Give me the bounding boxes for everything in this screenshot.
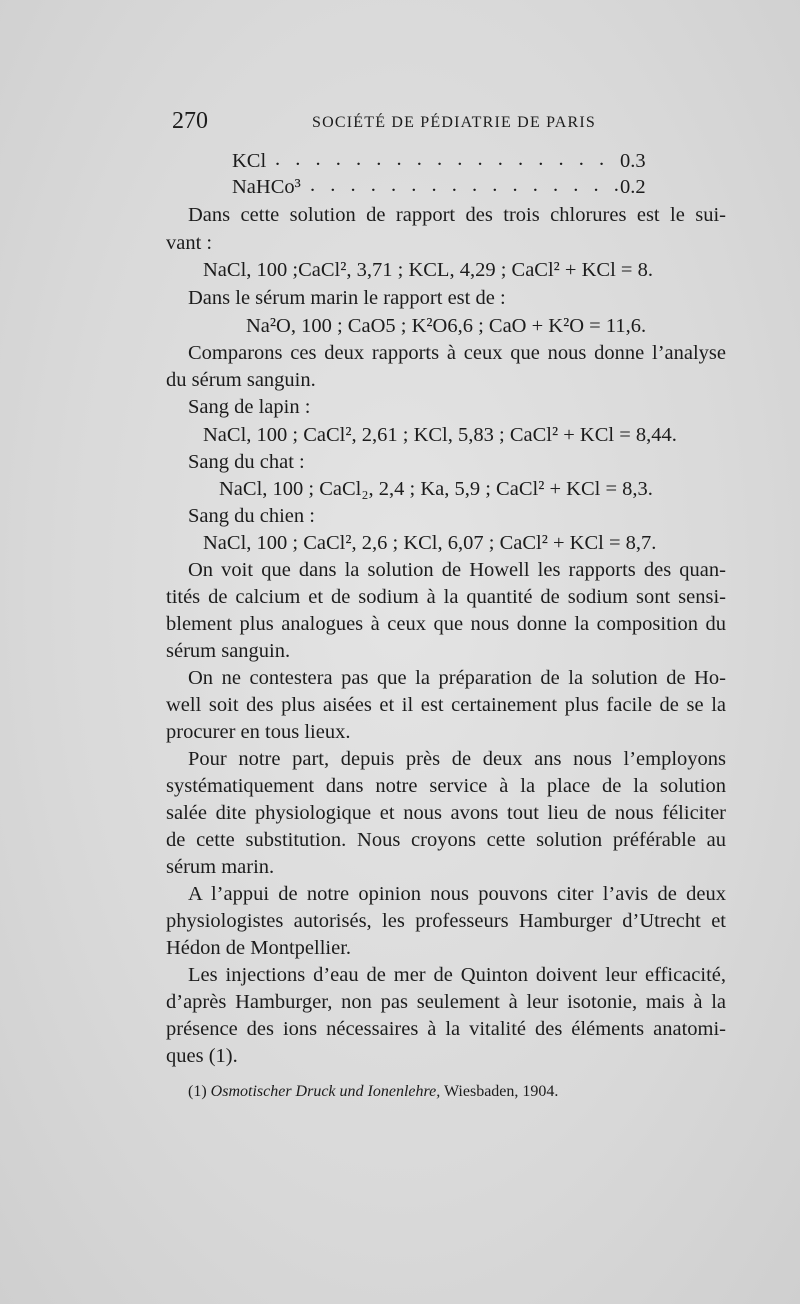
text-line: Sang de lapin : <box>188 396 311 418</box>
text-line: Hédon de Montpellier. <box>166 937 352 959</box>
table-row-name: KCl <box>232 150 267 172</box>
text-line: procurer en tous lieux. <box>166 721 351 743</box>
text-line: Dans cette solution de rapport des trois chlorures est le sui- <box>188 204 726 226</box>
text-line: systématiquement dans notre service à la place de la solution <box>166 775 726 797</box>
formula-line: NaCl, 100 ;CaCl², 3,71 ; KCL, 4,29 ; CaCl² + KCl = 8. <box>203 259 653 281</box>
footnote <box>188 1083 558 1101</box>
running-head: SOCIÉTÉ DE PÉDIATRIE DE PARIS <box>312 114 596 131</box>
formula-line: NaCl, 100 ; CaCl₂, 2,4 ; Ka, 5,9 ; CaCl² + KCl = 8,3. <box>219 478 653 500</box>
formula-line: NaCl, 100 ; CaCl², 2,6 ; KCl, 6,07 ; CaCl² + KCl = 8,7. <box>203 532 657 554</box>
table-row-dots: . . . . . . . . . . . . . . . . <box>310 174 624 196</box>
text-line: vant : <box>166 232 213 254</box>
text-line: blement plus analogues à ceux que nous donne la composition du <box>166 613 726 635</box>
text-line: d’après Hamburger, non pas seulement à leur isotonie, mais à la <box>166 991 726 1013</box>
page-number: 270 <box>172 108 208 134</box>
text-line: sérum sanguin. <box>166 640 291 662</box>
table-row-value: 0.2 <box>620 176 646 198</box>
text-line: Comparons ces deux rapports à ceux que nous donne l’analyse <box>188 342 726 364</box>
text-line: On ne contestera pas que la préparation de la solution de Ho- <box>188 667 726 689</box>
text-line: Les injections d’eau de mer de Quinton doivent leur efficacité, <box>188 964 726 986</box>
text-line: tités de calcium et de sodium à la quantité de sodium sont sensi- <box>166 586 726 608</box>
text-line: salée dite physiologique et nous avons tout lieu de nous féliciter <box>166 802 726 824</box>
text-line: sérum marin. <box>166 856 275 878</box>
table-row-name: NaHCo³ <box>232 176 301 198</box>
footnote-title: Osmotischer Druck und Ionenlehre, <box>210 1083 441 1100</box>
formula-line: Na²O, 100 ; CaO5 ; K²O6,6 ; CaO + K²O = 11,6. <box>246 315 647 337</box>
text-line: ques (1). <box>166 1045 238 1067</box>
formula-line: NaCl, 100 ; CaCl², 2,61 ; KCl, 5,83 ; CaCl² + KCl = 8,44. <box>203 424 677 446</box>
text-line: On voit que dans la solution de Howell les rapports des quan- <box>188 559 726 581</box>
text-line: du sérum sanguin. <box>166 369 316 391</box>
footnote-rest: Wiesbaden, 1904. <box>443 1083 559 1100</box>
text-line: Sang du chat : <box>188 451 305 473</box>
text-line: A l’appui de notre opinion nous pouvons citer l’avis de deux <box>188 883 726 905</box>
page-header <box>0 108 800 138</box>
text-line: de cette substitution. Nous croyons cette solution préférable au <box>166 829 726 851</box>
text-line: Pour notre part, depuis près de deux ans nous l’employons <box>188 748 726 770</box>
text-line: physiologistes autorisés, les professeurs Hamburger d’Utrecht et <box>166 910 726 932</box>
footnote-number: (1) <box>188 1083 207 1100</box>
text-line: well soit des plus aisées et il est certainement plus facile de se la <box>166 694 726 716</box>
text-line: présence des ions nécessaires à la vitalité des éléments anatomi- <box>166 1018 726 1040</box>
table-row-value: 0.3 <box>620 150 646 172</box>
table-row-dots: . . . . . . . . . . . . . . . . . <box>275 148 610 170</box>
text-line: Dans le sérum marin le rapport est de : <box>188 287 506 309</box>
text-line: Sang du chien : <box>188 505 315 527</box>
